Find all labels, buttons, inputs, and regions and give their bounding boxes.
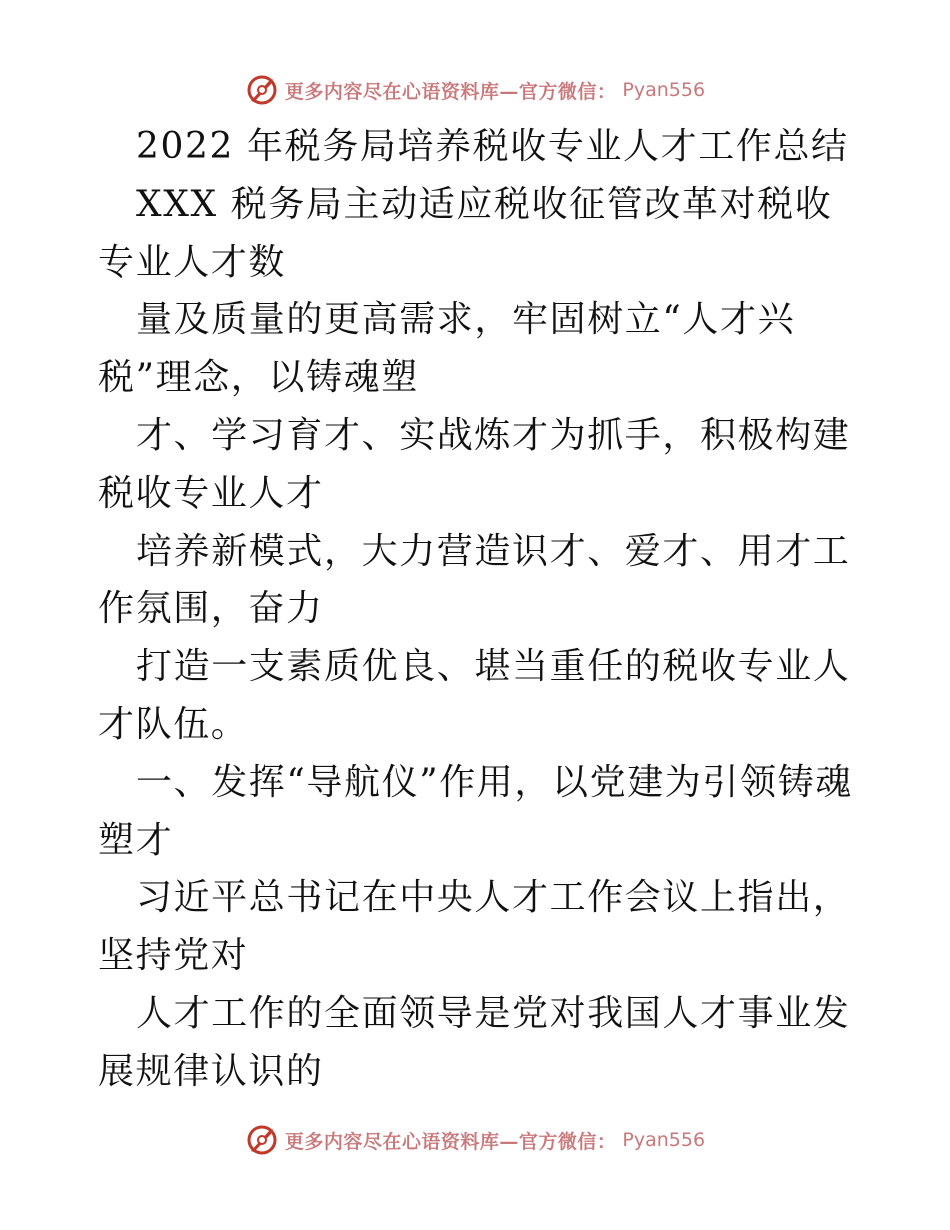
paragraph: XXX 税务局主动适应税收征管改革对税收专业人才数 <box>98 183 833 283</box>
banner-wechat-id: Pyan556 <box>622 1129 706 1151</box>
paragraph: 人才工作的全面领导是党对我国人才事业发展规律认识的 <box>98 992 851 1092</box>
header-watermark-banner <box>0 70 950 110</box>
paragraph: 打造一支素质优良、堪当重任的税收专业人才队伍。 <box>98 646 851 745</box>
paragraph: 量及质量的更高需求，牢固树立“人才兴税”理念，以铸魂塑 <box>98 299 796 399</box>
paragraph: 才、学习育才、实战炼才为抓手，积极构建税收专业人才 <box>98 414 851 514</box>
banner-wechat-id: Pyan556 <box>622 79 706 101</box>
footer-watermark-banner <box>0 1120 950 1160</box>
document-title: 2022 年税务局培养税收专业人才工作总结 <box>136 126 849 167</box>
quill-circle-logo <box>245 1123 279 1157</box>
paragraph: 习近平总书记在中央人才工作会议上指出，坚持党对 <box>98 877 851 977</box>
section-heading: 一、发挥“导航仪”作用，以党建为引领铸魂塑才 <box>98 761 853 861</box>
banner-text: 更多内容尽在心语资料库—官方微信： <box>284 80 617 103</box>
banner-text: 更多内容尽在心语资料库—官方微信： <box>284 1130 617 1153</box>
paragraph: 培养新模式，大力营造识才、爱才、用才工作氛围，奋力 <box>98 530 851 630</box>
document-body <box>98 118 858 1101</box>
quill-circle-logo <box>245 73 279 107</box>
